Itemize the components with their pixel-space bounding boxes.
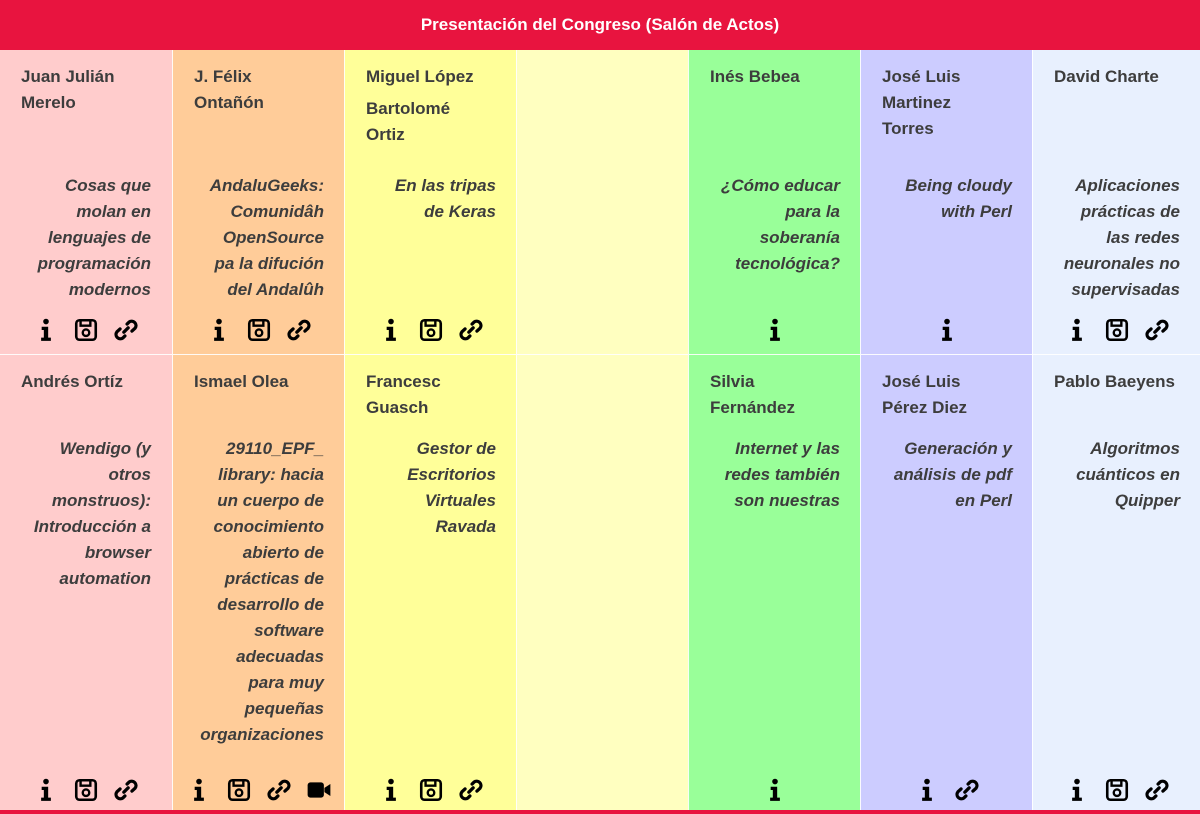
- talk-cell: [345, 355, 517, 810]
- talk-title[interactable]: Gestor de Escritorios Virtuales Ravada: [407, 439, 496, 536]
- talk-title[interactable]: Algoritmos cuánticos en Quipper: [1076, 439, 1180, 510]
- info-icon[interactable]: [1064, 777, 1090, 803]
- link-icon[interactable]: [954, 777, 980, 803]
- save-icon[interactable]: [418, 777, 444, 803]
- talk-title[interactable]: AndaluGeeks: Comunidâh OpenSource pa la difución del Andalûh: [209, 176, 324, 299]
- schedule-column: [860, 50, 1032, 810]
- link-icon[interactable]: [113, 777, 139, 803]
- save-icon[interactable]: [1104, 317, 1130, 343]
- link-icon[interactable]: [1144, 777, 1170, 803]
- talk-title[interactable]: Internet y las redes también son nuestras: [724, 439, 840, 510]
- save-icon[interactable]: [418, 317, 444, 343]
- info-icon[interactable]: [934, 317, 960, 343]
- bottom-divider: [0, 810, 1200, 814]
- link-icon[interactable]: [266, 777, 292, 803]
- talk-grid: [0, 50, 1200, 810]
- talk-cell: [0, 50, 172, 355]
- talk-actions: [173, 315, 345, 345]
- talk-cell: [861, 355, 1033, 810]
- talk-cell: [345, 50, 517, 355]
- info-icon[interactable]: [33, 317, 59, 343]
- info-icon[interactable]: [762, 317, 788, 343]
- talk-actions: [1033, 775, 1200, 805]
- talk-cell: [689, 355, 861, 810]
- speaker-name: J. Félix Ontañón: [194, 67, 264, 112]
- info-icon[interactable]: [378, 317, 404, 343]
- talk-cell: [861, 50, 1033, 355]
- talk-title[interactable]: En las tripas de Keras: [394, 176, 496, 221]
- talk-actions: [861, 315, 1033, 345]
- speaker-name: Silvia Fernández: [710, 372, 796, 417]
- schedule-column: [344, 50, 516, 810]
- speaker-name: José Luis Pérez Diez: [882, 372, 968, 417]
- speaker-name: David Charte: [1054, 67, 1159, 86]
- talk-cell: [173, 50, 345, 355]
- speaker-name: Bartolomé Ortiz: [366, 99, 451, 144]
- talk-cell: [1033, 50, 1200, 355]
- video-icon[interactable]: [306, 777, 332, 803]
- talk-cell: [689, 50, 861, 355]
- talk-title[interactable]: 29110_EPF_ library: hacia un cuerpo de conocimiento abierto de prácticas de desarrollo de software adecuadas para muy pequeñas organizaciones: [200, 439, 324, 744]
- talk-actions: [689, 315, 861, 345]
- info-icon[interactable]: [186, 777, 212, 803]
- schedule-column: [172, 50, 344, 810]
- schedule-column: [688, 50, 860, 810]
- info-icon[interactable]: [914, 777, 940, 803]
- link-icon[interactable]: [286, 317, 312, 343]
- talk-cell: [1033, 355, 1200, 810]
- talk-actions: [1033, 315, 1200, 345]
- link-icon[interactable]: [113, 317, 139, 343]
- speaker-name: Inés Bebea: [710, 67, 800, 86]
- speaker-name: Andrés Ortíz: [21, 372, 124, 391]
- talk-title[interactable]: Aplicaciones prácticas de las redes neuronales no supervisadas: [1063, 176, 1180, 299]
- speaker-name: Juan Julián Merelo: [21, 67, 115, 112]
- speaker-name: José Luis Martinez Torres: [882, 67, 961, 138]
- talk-actions: [173, 775, 345, 805]
- speaker-name: Pablo Baeyens: [1054, 372, 1175, 391]
- talk-actions: [689, 775, 861, 805]
- talk-title[interactable]: Wendigo (y otros monstruos): Introducción a browser automation: [33, 439, 151, 588]
- talk-actions: [345, 775, 517, 805]
- info-icon[interactable]: [33, 777, 59, 803]
- save-icon[interactable]: [73, 317, 99, 343]
- talk-actions: [0, 315, 172, 345]
- talk-actions: [0, 775, 172, 805]
- link-icon[interactable]: [1144, 317, 1170, 343]
- info-icon[interactable]: [762, 777, 788, 803]
- empty-cell: [517, 50, 689, 355]
- save-icon[interactable]: [73, 777, 99, 803]
- schedule-column: [0, 50, 172, 810]
- link-icon[interactable]: [458, 317, 484, 343]
- talk-title[interactable]: Being cloudy with Perl: [905, 176, 1012, 221]
- info-icon[interactable]: [378, 777, 404, 803]
- talk-actions: [345, 315, 517, 345]
- room-title: Presentación del Congreso (Salón de Actos): [420, 15, 780, 34]
- info-icon[interactable]: [1064, 317, 1090, 343]
- schedule-header: [0, 0, 1200, 50]
- talk-cell: [173, 355, 345, 810]
- talk-title[interactable]: ¿Cómo educar para la soberanía tecnológica?: [720, 176, 840, 273]
- link-icon[interactable]: [458, 777, 484, 803]
- talk-actions: [861, 775, 1033, 805]
- save-icon[interactable]: [226, 777, 252, 803]
- talk-title[interactable]: Cosas que molan en lenguajes de programación modernos: [37, 176, 151, 299]
- schedule-column: [1032, 50, 1200, 810]
- talk-cell: [0, 355, 172, 810]
- speaker-name: Francesc Guasch: [366, 372, 441, 417]
- info-icon[interactable]: [206, 317, 232, 343]
- schedule-column: [516, 50, 688, 810]
- save-icon[interactable]: [1104, 777, 1130, 803]
- speaker-name: Miguel López: [366, 67, 474, 86]
- speaker-name: Ismael Olea: [194, 372, 289, 391]
- empty-cell: [517, 355, 689, 810]
- talk-title[interactable]: Generación y análisis de pdf en Perl: [893, 439, 1012, 510]
- save-icon[interactable]: [246, 317, 272, 343]
